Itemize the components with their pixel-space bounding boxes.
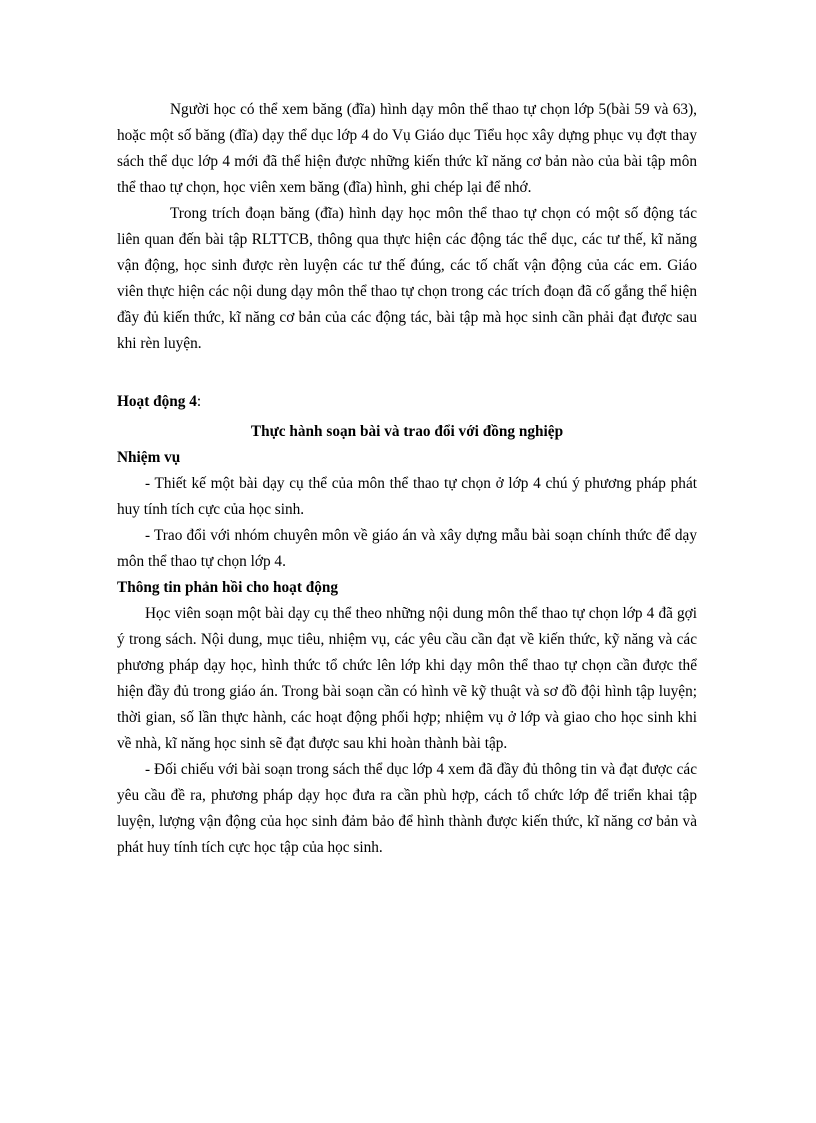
feedback-paragraph-1: Học viên soạn một bài dạy cụ thể theo những nội dung môn thể thao tự chọn lớp 4 đã gợi ý trong sách. Nội dung, mục tiêu, nhiệm vụ, các yêu cầu cần đạt về kiến thức, kỹ năng và các phương pháp dạy học, hình thức tổ chức lên lớp khi dạy môn thể thao tự chọn cần được thể hiện đầy đủ trong giáo án. Trong bài soạn cần có hình vẽ kỹ thuật và sơ đồ đội hình tập luyện; thời gian, số lần thực hành, các hoạt động phối hợp; nhiệm vụ ở lớp và giao cho học sinh khi về nhà, kĩ năng học sinh sẽ đạt được sau khi hoàn thành bài tập. (117, 605, 697, 752)
activity-label: Hoạt động 4 (117, 393, 197, 410)
feedback-heading: Thông tin phản hồi cho hoạt động (117, 579, 339, 596)
task-item-1: - Thiết kế một bài dạy cụ thể của môn thể thao tự chọn ở lớp 4 chú ý phương pháp phát huy tính tích cực của học sinh. (117, 475, 697, 518)
activity-title: Thực hành soạn bài và trao đổi với đồng nghiệp (250, 423, 564, 440)
document-page (117, 97, 697, 861)
activity-label-line (117, 389, 697, 415)
activity-label-colon: : (196, 393, 202, 410)
tasks-heading: Nhiệm vụ (117, 449, 181, 466)
feedback-paragraph-2: - Đối chiếu với bài soạn trong sách thể dục lớp 4 xem đã đầy đủ thông tin và đạt được các yêu cầu đề ra, phương pháp dạy học đưa ra cần phù hợp, cách tổ chức lớp để triển khai tập luyện, lượng vận động của học sinh đảm bảo để hình thành được kiến thức, kĩ năng cơ bản và phát huy tính tích cực học tập của học sinh. (117, 761, 697, 856)
intro-paragraph-2: Trong trích đoạn băng (đĩa) hình dạy học môn thể thao tự chọn có một số động tác liên quan đến bài tập RLTTCB, thông qua thực hiện các động tác thể dục, các tư thế, kĩ năng vận động, học sinh được rèn luyện các tư thế đúng, các tố chất vận động của các em. Giáo viên thực hiện các nội dung dạy môn thể thao tự chọn trong các trích đoạn đã cố gắng thể hiện đầy đủ kiến thức, kĩ năng cơ bản của các động tác, bài tập mà học sinh cần phải đạt được sau khi rèn luyện. (117, 205, 697, 352)
task-item-2: - Trao đổi với nhóm chuyên môn về giáo án và xây dựng mẫu bài soạn chính thức để dạy môn thể thao tự chọn lớp 4. (117, 527, 697, 570)
intro-paragraph-1: Người học có thể xem băng (đĩa) hình dạy môn thể thao tự chọn lớp 5(bài 59 và 63), hoặc một số băng (đĩa) dạy thể dục lớp 4 do Vụ Giáo dục Tiểu học xây dựng phục vụ đợt thay sách thể dục lớp 4 mới đã thể hiện được những kiến thức kĩ năng cơ bản nào của bài tập môn thể thao tự chọn, học viên xem băng (đĩa) hình, ghi chép lại để nhớ. (117, 101, 697, 196)
